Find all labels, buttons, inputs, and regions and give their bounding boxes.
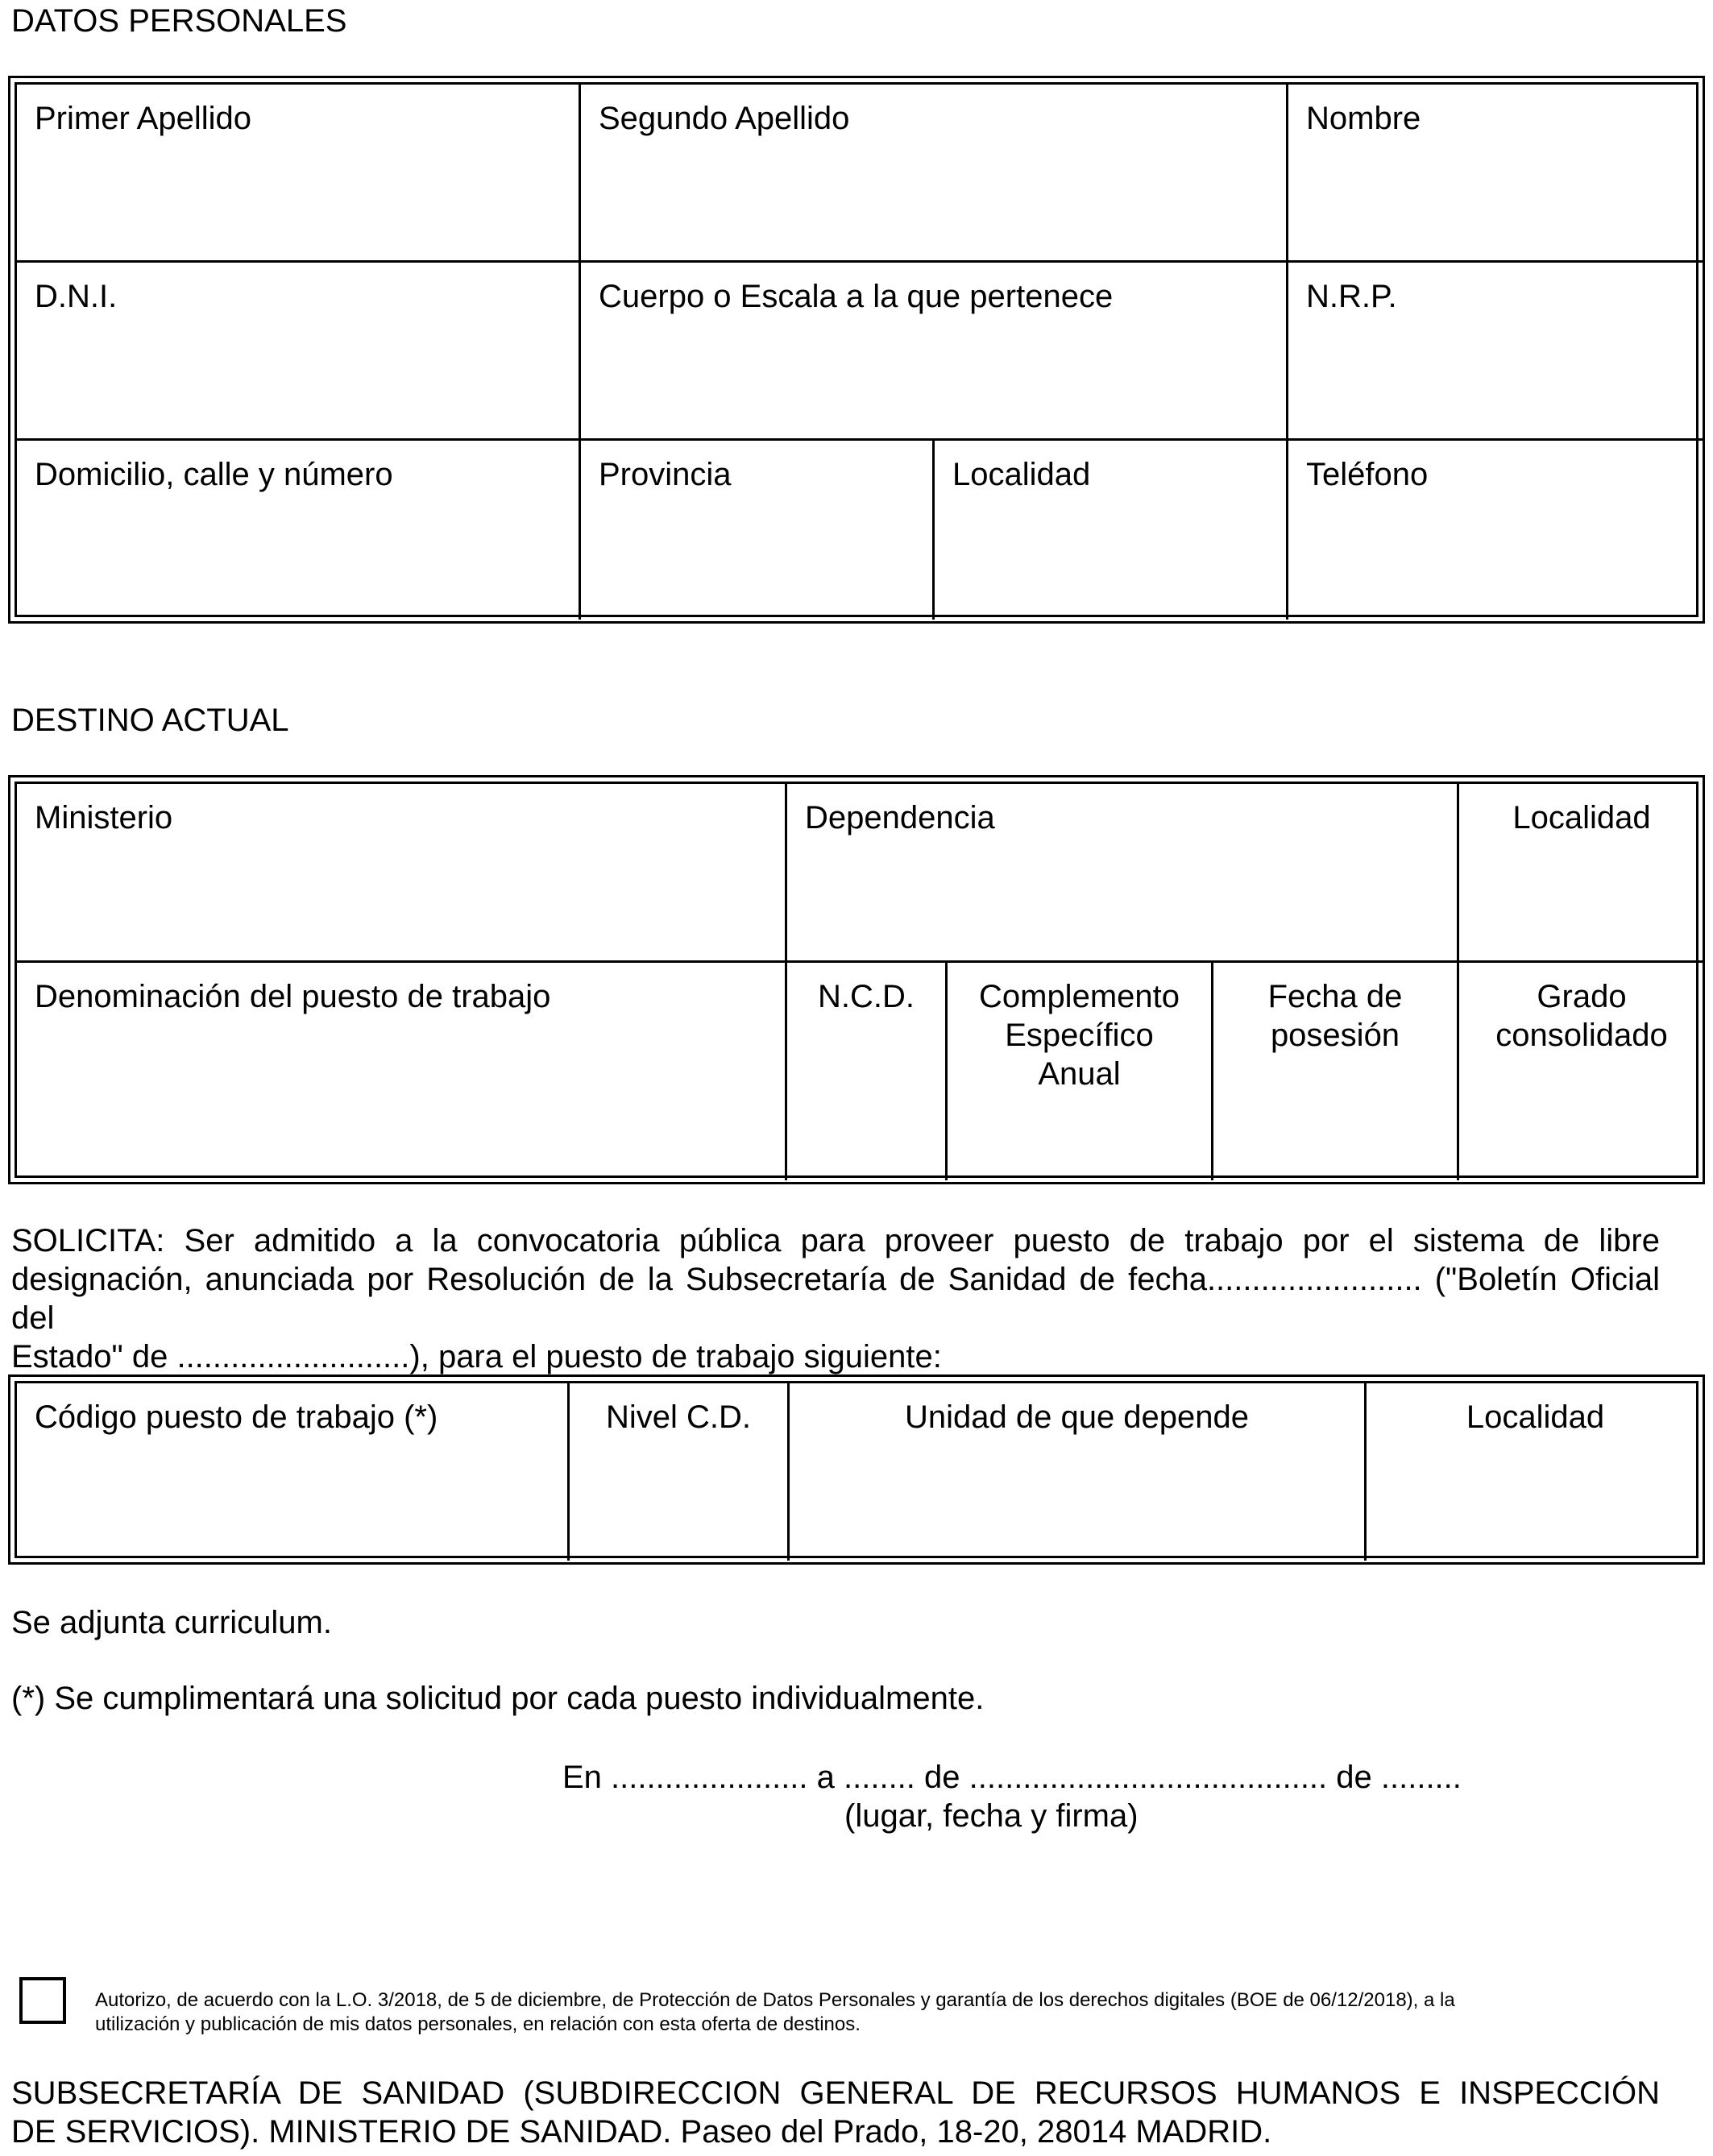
authorization-line1: Autorizo, de acuerdo con la L.O. 3/2018, de 5 de diciembre, de Protección de Datos Personales y garantía de los derechos digitales (BOE de 06/12/2018), a la [95, 1989, 1455, 2011]
dni-field[interactable] [17, 263, 581, 441]
grado-label-line2: consolidado [1495, 1018, 1668, 1053]
cuerpo-escala-field[interactable] [581, 263, 1288, 441]
ministerio-label: Ministerio [35, 800, 173, 835]
dependencia-label: Dependencia [805, 800, 995, 835]
nrp-field[interactable] [1288, 263, 1704, 441]
asterisk-note: (*) Se cumplimentará una solicitud por cada puesto individualmente. [11, 1681, 985, 1716]
grado-consolidado-field[interactable] [1459, 963, 1704, 1180]
ncd-label: N.C.D. [818, 979, 915, 1014]
authorization-text [95, 1988, 1698, 2037]
dni-label: D.N.I. [35, 279, 118, 314]
nrp-label: N.R.P. [1306, 279, 1397, 314]
curriculum-note: Se adjunta curriculum. [11, 1605, 332, 1640]
primer-apellido-field[interactable] [17, 85, 581, 263]
domicilio-label: Domicilio, calle y número [35, 457, 393, 492]
codigo-puesto-field[interactable] [17, 1383, 570, 1561]
ministerio-field[interactable] [17, 784, 787, 963]
datos-personales-table [8, 76, 1705, 624]
localidad-destino-field[interactable] [1459, 784, 1704, 963]
complemento-label-line1: Complemento [978, 979, 1180, 1014]
section-heading-datos-personales: DATOS PERSONALES [11, 3, 347, 39]
fecha-posesion-label-line2: posesión [1270, 1018, 1400, 1053]
provincia-label: Provincia [599, 457, 732, 492]
authorization-checkbox[interactable] [19, 1977, 66, 2024]
footer-line2: DE SERVICIOS). MINISTERIO DE SANIDAD. Paseo del Prado, 18-20, 28014 MADRID. [11, 2114, 1272, 2150]
localidad-destino-label: Localidad [1512, 800, 1651, 835]
localidad-field[interactable] [935, 441, 1288, 620]
localidad-puesto-label: Localidad [1466, 1399, 1605, 1435]
solicita-line1: SOLICITA: Ser admitido a la convocatoria pública para proveer puesto de trabajo por el sistema de libre [11, 1223, 1660, 1258]
cuerpo-escala-label: Cuerpo o Escala a la que pertenece [599, 279, 1114, 314]
dependencia-field[interactable] [787, 784, 1459, 963]
nombre-label: Nombre [1306, 101, 1421, 136]
section-heading-destino-actual: DESTINO ACTUAL [11, 703, 289, 738]
provincia-field[interactable] [581, 441, 935, 620]
grado-label-line1: Grado [1537, 979, 1627, 1014]
codigo-puesto-label: Código puesto de trabajo (*) [35, 1399, 438, 1435]
localidad-puesto-field[interactable] [1367, 1383, 1704, 1561]
fecha-posesion-field[interactable] [1213, 963, 1459, 1180]
complemento-label-line2: Específico [1005, 1018, 1154, 1053]
destino-actual-table [8, 775, 1705, 1184]
solicita-paragraph [11, 1221, 1660, 1376]
telefono-field[interactable] [1288, 441, 1704, 620]
nombre-field[interactable] [1288, 85, 1704, 263]
unidad-depende-label: Unidad de que depende [904, 1399, 1250, 1435]
segundo-apellido-label: Segundo Apellido [599, 101, 850, 136]
nivel-cd-label: Nivel C.D. [605, 1399, 752, 1435]
denominacion-puesto-field[interactable] [17, 963, 787, 1180]
denominacion-puesto-label: Denominación del puesto de trabajo [35, 979, 551, 1014]
complemento-label-line3: Anual [1038, 1056, 1121, 1092]
solicita-line2: designación, anunciada por Resolución de la Subsecretaría de Sanidad de fecha........................ ("Boletín Oficial del [11, 1262, 1660, 1336]
puesto-solicitado-table [8, 1374, 1705, 1565]
signature-line[interactable]: En ...................... a ........ de ........................................ de ......... [562, 1760, 1462, 1795]
signature-caption: (lugar, fecha y firma) [844, 1798, 1139, 1834]
solicita-line3: Estado" de ..........................), para el puesto de trabajo siguiente: [11, 1339, 942, 1374]
complemento-especifico-field[interactable] [948, 963, 1213, 1180]
domicilio-field[interactable] [17, 441, 581, 620]
ncd-field[interactable] [787, 963, 948, 1180]
localidad-label: Localidad [952, 457, 1091, 492]
segundo-apellido-field[interactable] [581, 85, 1288, 263]
telefono-label: Teléfono [1306, 457, 1429, 492]
fecha-posesion-label-line1: Fecha de [1267, 979, 1403, 1014]
footer-address [11, 2074, 1660, 2151]
footer-line1: SUBSECRETARÍA DE SANIDAD (SUBDIRECCION GENERAL DE RECURSOS HUMANOS E INSPECCIÓN [11, 2075, 1660, 2111]
unidad-depende-field[interactable] [790, 1383, 1367, 1561]
authorization-line2: utilización y publicación de mis datos personales, en relación con esta oferta de destinos. [95, 2013, 861, 2035]
nivel-cd-field[interactable] [570, 1383, 790, 1561]
primer-apellido-label: Primer Apellido [35, 101, 252, 136]
